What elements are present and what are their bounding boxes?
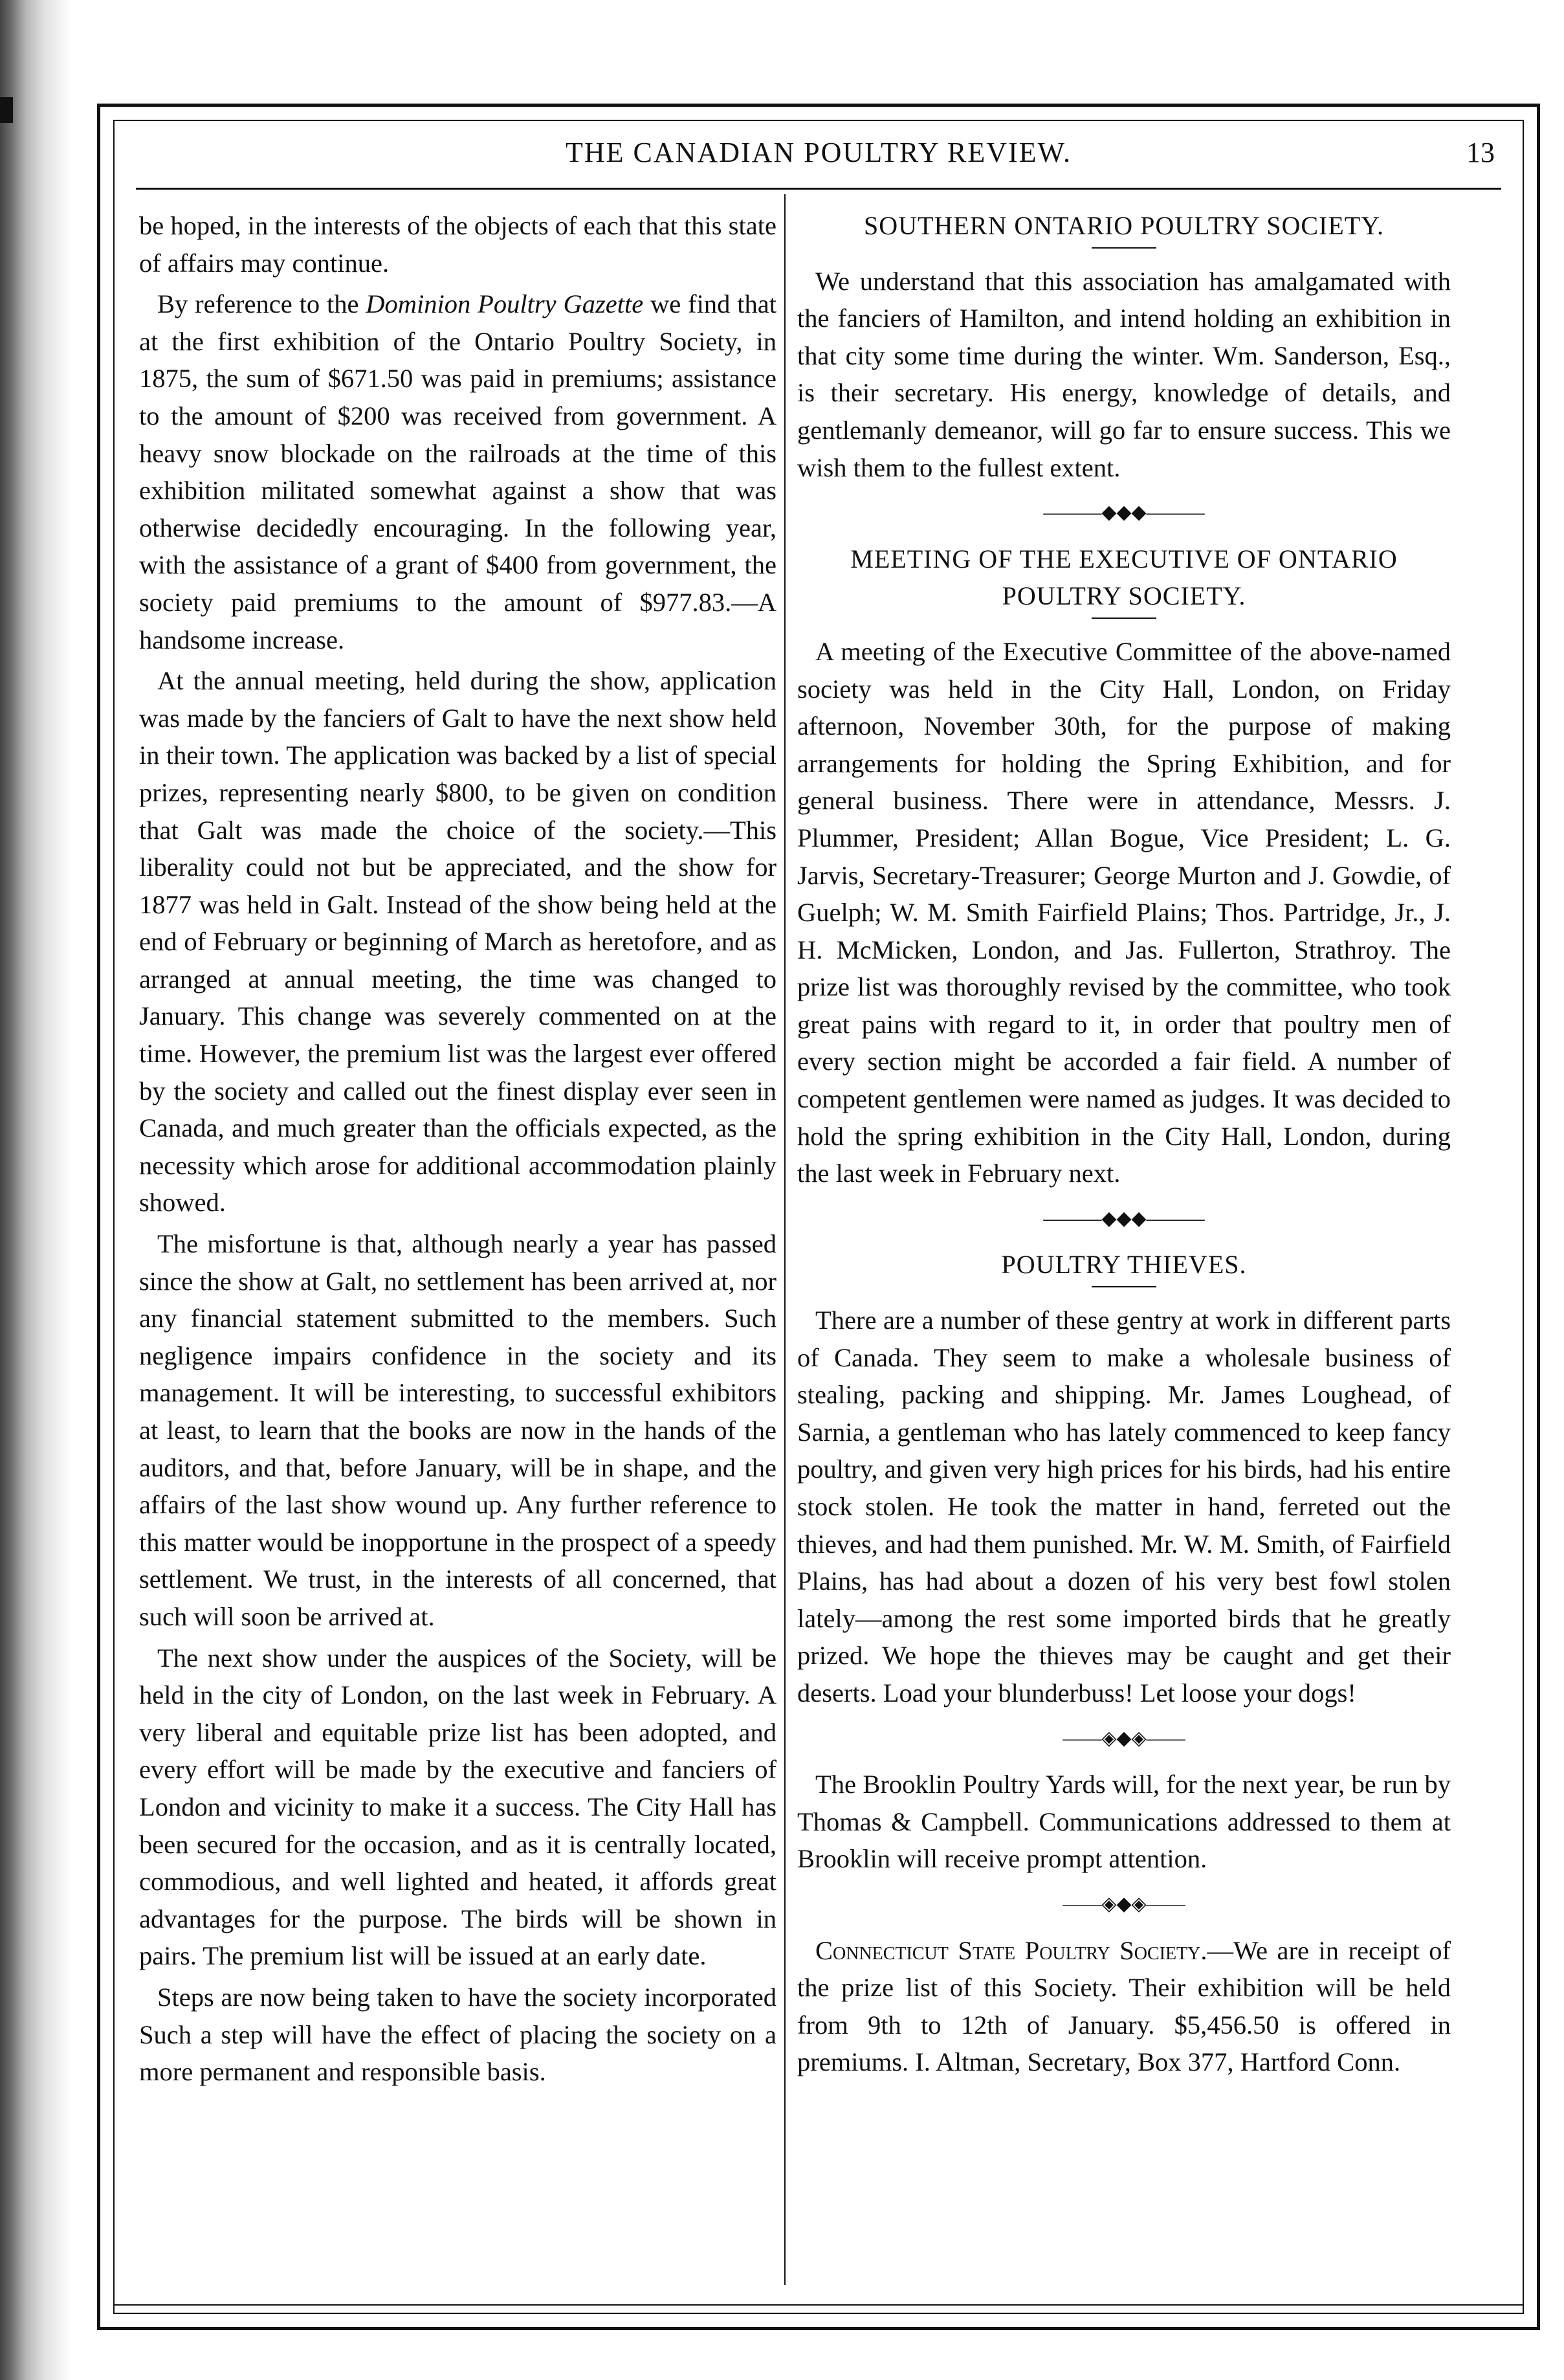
- text-run: we find that at the first exhibition of the Ontario Poultry Society, in 1875, the sum of $671.50 was paid in premiums; assistance to the amount of $200 was received from government. A heavy snow blockade on the railroads at the time of this exhibition militated somewhat against a show that was otherwise decidedly encouraging. In the following year, with the assistance of a grant of $400 from government, the society paid premiums to the amount of $977.83.—A handsome increase.: [139, 289, 776, 654]
- paragraph: A meeting of the Executive Committee of the above-named society was held in the City Hall, London, on Friday afternoon, November 30th, for the purpose of making arrangements for holding the Spring Exhibition, and for general business. There were in attendance, Messrs. J. Plummer, President; Allan Bogue, Vice President; L. G. Jarvis, Secretary-Treasurer; George Murton and J. Gowdie, of Guelph; W. M. Smith Fairfield Plains; Thos. Partridge, Jr., J. H. McMicken, London, and Jas. Fullerton, Strathroy. The prize list was thoroughly revised by the committee, who took great pains with regard to it, in order that poultry men of every section might be accorded a fair field. A number of competent gentlemen were named as judges. It was decided to hold the spring exhibition in the City Hall, London, during the last week in February next.: [797, 636, 1451, 1188]
- section-heading: SOUTHERN ONTARIO POULTRY SOCIETY.: [864, 211, 1384, 240]
- section-divider-ornament-icon: ——◈◆◈——: [1063, 1893, 1185, 1915]
- book-spine-shadow: [0, 0, 78, 2380]
- section-divider-ornament-icon: ——◈◆◈——: [1063, 1727, 1185, 1749]
- running-header: [136, 136, 1501, 181]
- heading-rule: [1092, 617, 1156, 619]
- left-column: [139, 207, 776, 2095]
- heading-rule: [1092, 247, 1156, 249]
- text-run: By reference to the: [157, 289, 366, 319]
- heading-rule: [1092, 1286, 1156, 1287]
- header-rule: [136, 188, 1501, 190]
- column-divider: [784, 194, 786, 2285]
- paragraph: At the annual meeting, held during the show, application was made by the fanciers of Galt to have the next show held in their town. The application was backed by a list of special prizes, representing nearly $800, to be given on condition that Galt was made the choice of the society.—This liberality could not but be appreciated, and the show for 1877 was held in Galt. Instead of the show being held at the end of February or beginning of March as heretofore, and as arranged at annual meeting, the time was changed to January. This change was severely commented on at the time. However, the premium list was the largest ever offered by the society and called out the finest display ever seen in Canada, and much greater than the officials expected, as the necessity which arose for additional accommodation plainly showed.: [139, 666, 776, 1218]
- section-heading: MEETING OF THE EXECUTIVE OF ONTARIO POULTRY SOCIETY.: [850, 544, 1398, 611]
- section-heading: POULTRY THIEVES.: [1001, 1250, 1247, 1280]
- paragraph: [797, 1932, 1451, 2081]
- paragraph: The next show under the auspices of the Society, will be held in the city of London, on the last week in February. A very liberal and equitable prize list has been adopted, and every effort will be made by the executive and fanciers of London and vicinity to make it a success. The City Hall has been secured for the occasion, and as it is centrally located, commodious, and well lighted and heated, it affords great advantages for the purpose. The birds will be shown in pairs. The premium list will be issued at an early date.: [139, 1643, 776, 1971]
- paragraph: [139, 285, 776, 658]
- publication-title: Dominion Poultry Gazette: [366, 289, 644, 319]
- notice-lead: Connecticut State Poultry Society.: [815, 1935, 1207, 1965]
- text-run: —We are in receipt of the prize list of this Society. Their exhibition will be held from 9th to 12th of January. $5,456.50 is offered in premiums. I. Altman, Secretary, Box 377, Hartford Conn.: [797, 1935, 1451, 2077]
- journal-title: THE CANADIAN POULTRY REVIEW.: [566, 137, 1072, 168]
- right-column: [797, 207, 1451, 2085]
- bottom-rule: [113, 2304, 1524, 2306]
- paragraph: We understand that this association has amalgamated with the fanciers of Hamilton, and intend holding an exhibition in that city some time during the winter. Wm. Sanderson, Esq., is their secretary. His energy, knowledge of details, and gentlemanly demeanor, will go far to ensure success. This we wish them to the fullest extent.: [797, 266, 1451, 482]
- page-number: 13: [1466, 137, 1495, 168]
- paragraph: Steps are now being taken to have the society incorporated Such a step will have the effect of placing the society on a more permanent and responsible basis.: [139, 1982, 776, 2087]
- binding-mark: [0, 97, 13, 123]
- section-divider-ornament-icon: ———◆◆◆———: [1043, 1207, 1205, 1229]
- paragraph: be hoped, in the interests of the objects of each that this state of affairs may continue.: [139, 211, 776, 278]
- paragraph: The misfortune is that, although nearly a year has passed since the show at Galt, no settlement has been arrived at, nor any financial statement submitted to the members. Such negligence impairs confidence in the society and its management. It will be interesting, to successful exhibitors at least, to learn that the books are now in the hands of the auditors, and that, before January, will be in shape, and the affairs of the last show wound up. Any further reference to this matter would be inopportune in the prospect of a speedy settlement. We trust, in the interests of all concerned, that such will soon be arrived at.: [139, 1229, 776, 1631]
- section-divider-ornament-icon: ———◆◆◆———: [1043, 502, 1205, 524]
- paragraph: There are a number of these gentry at work in different parts of Canada. They seem to make a wholesale business of stealing, packing and shipping. Mr. James Loughead, of Sarnia, a gentleman who has lately commenced to keep fancy poultry, and given very high prices for his birds, had his entire stock stolen. He took the matter in hand, ferreted out the thieves, and had them punished. Mr. W. M. Smith, of Fairfield Plains, has had about a dozen of his very best fowl stolen lately—among the rest some imported birds that he greatly prized. We hope the thieves may be caught and get their deserts. Load your blunderbuss! Let loose your dogs!: [797, 1306, 1451, 1707]
- paragraph: The Brooklin Poultry Yards will, for the next year, be run by Thomas & Campbell. Communications addressed to them at Brooklin will receive prompt attention.: [797, 1770, 1451, 1874]
